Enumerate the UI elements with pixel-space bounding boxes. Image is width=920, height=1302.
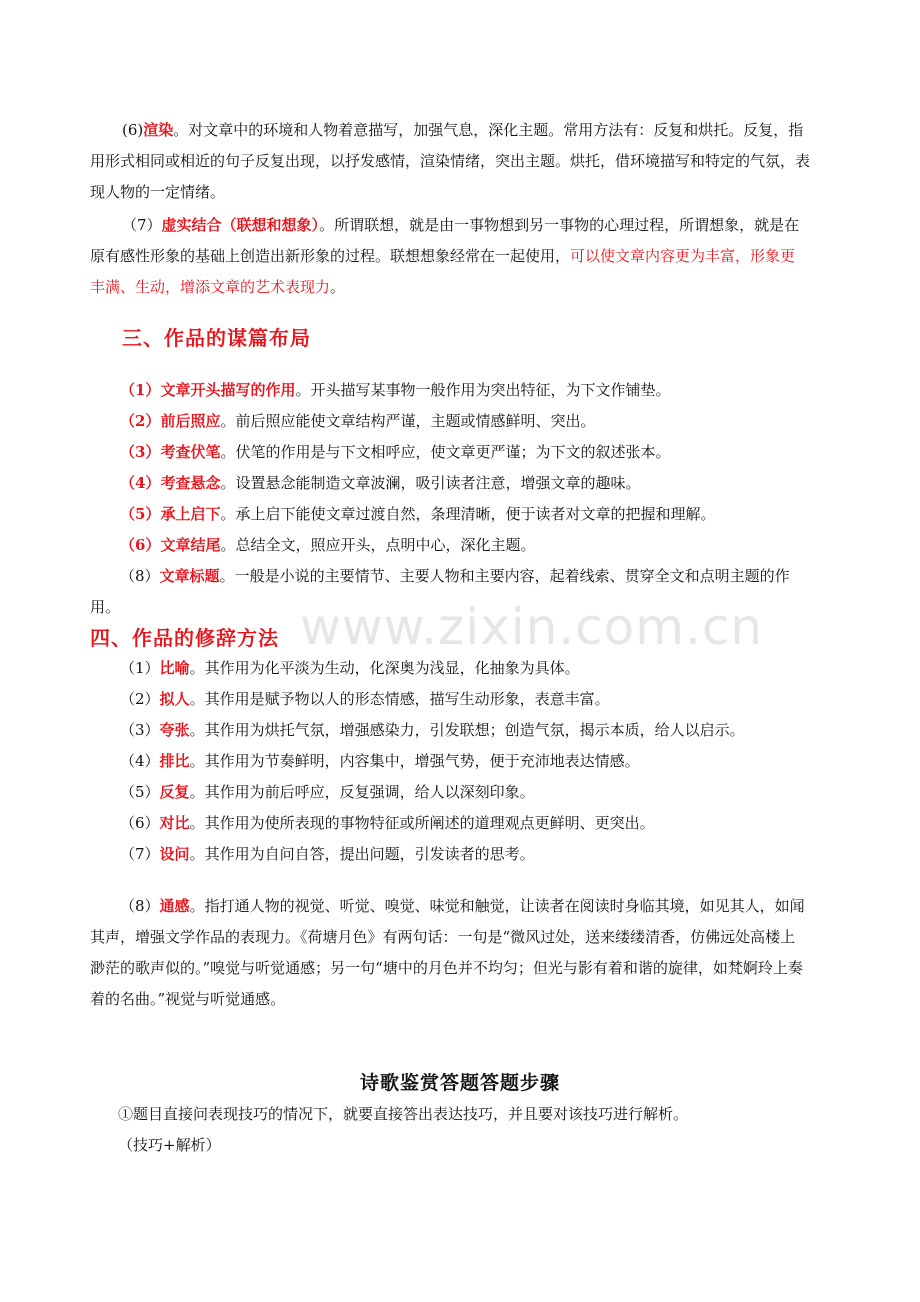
item-body: 。其作用为节奏鲜明，内容集中，增强气势，便于充沛地表达情感。 xyxy=(189,752,640,770)
item-number: （1） xyxy=(120,659,160,677)
list-item-title xyxy=(90,561,810,623)
list-item xyxy=(120,782,840,802)
list-item xyxy=(120,720,840,740)
list-item xyxy=(120,813,840,833)
list-item xyxy=(120,535,840,555)
item-number: （4） xyxy=(120,752,160,770)
poetry-step-1: ①题目直接问表现技巧的情况下，就要直接答出表达技巧，并且要对该技巧进行解析。 xyxy=(118,1105,689,1123)
item-term: 文章开头描写的作用 xyxy=(160,381,296,399)
item-number: （4） xyxy=(120,474,161,492)
item-number: （5） xyxy=(120,505,161,523)
item-number: （2） xyxy=(120,690,160,708)
item-body: 。其作用为烘托气氛，增强感染力，引发联想；创造气氛，揭示本质，给人以启示。 xyxy=(189,721,745,739)
item-term: 夸张 xyxy=(159,721,190,739)
item-body: 。伏笔的作用是与下文相呼应，使文章更严谨；为下文的叙述张本。 xyxy=(220,443,671,461)
item-end: 。 xyxy=(330,278,346,296)
item-term: 排比 xyxy=(159,752,190,770)
item-body: 。总结全文，照应开头，点明中心，深化主题。 xyxy=(220,536,536,554)
item-term: 文章结尾 xyxy=(160,536,221,554)
item-body: 。所谓联想，就是由一事物想到另一事物的心理过程，所谓想象，就是在原有感性形象的基础上创造出新形象的过程。联想想象经常在一起使用， xyxy=(90,216,800,265)
list-item xyxy=(120,411,840,431)
list-item xyxy=(120,658,840,678)
item-term: 文章标题 xyxy=(159,567,220,585)
item-body: 。对文章中的环境和人物着意描写，加强气息，深化主题。常用方法有：反复和烘托。反复，指用形式相同或相近的句子反复出现，以抒发感情，渲染情绪，突出主题。烘托，借环境描写和特定的气氛，表现人物的一定情绪。 xyxy=(90,121,811,201)
item-number: （2） xyxy=(120,412,161,430)
item-number: （3） xyxy=(120,443,161,461)
list-item xyxy=(120,380,840,400)
item-body: 。开头描写某事物一般作用为突出特征，为下文作铺垫。 xyxy=(295,381,671,399)
watermark: www.zixin.com.cn xyxy=(300,598,764,656)
term-real-virtual: 虚实结合（联想和想象） xyxy=(161,216,320,234)
item-number: （8） xyxy=(120,897,160,915)
list-item xyxy=(120,504,840,524)
paragraph-rendering xyxy=(90,115,810,208)
item-body: 。其作用是赋予物以人的形态情感，描写生动形象，表意丰富。 xyxy=(189,690,610,708)
list-item xyxy=(120,473,840,493)
list-item xyxy=(120,751,840,771)
item-number: （3） xyxy=(120,721,160,739)
item-term: 反复 xyxy=(159,783,190,801)
item-number: （5） xyxy=(120,783,160,801)
item-number: (6) xyxy=(122,121,144,139)
item-term: 设问 xyxy=(159,845,190,863)
item-number: （6） xyxy=(120,536,161,554)
section-heading-rhetoric: 四、作品的修辞方法 xyxy=(90,626,279,650)
item-body: 。其作用为使所表现的事物特征或所阐述的道理观点更鲜明、更突出。 xyxy=(189,814,655,832)
item-body: 。设置悬念能制造文章波澜，吸引读者注意，增强文章的趣味。 xyxy=(220,474,641,492)
item-body: 。前后照应能使文章结构严谨，主题或情感鲜明、突出。 xyxy=(220,412,596,430)
item-body: 。指打通人物的视觉、听觉、嗅觉、味觉和触觉，让读者在阅读时身临其境，如见其人，如闻其声，增强文学作品的表现力。《荷塘月色》有两句话：一句是“微风过处，送来缕缕清香，仿佛远处高楼上渺茫的歌声似的。”嗅觉与听觉通感；另一句“塘中的月色并不均匀；但光与影有着和谐的旋律，如梵婀玲上奏着的名曲。”视觉与听觉通感。 xyxy=(90,897,805,1008)
highlight-text: 可以使文章内容更为丰富，形象更丰满、生动，增添文章的艺术表现力 xyxy=(90,247,796,296)
poetry-section-title: 诗歌鉴赏答题答题步骤 xyxy=(359,1072,560,1094)
list-item-synesthesia xyxy=(90,891,810,1015)
item-number: （1） xyxy=(120,381,161,399)
item-term: 承上启下 xyxy=(160,505,221,523)
list-item xyxy=(120,689,840,709)
item-body: 。一般是小说的主要情节、主要人物和主要内容，起着线索、贯穿全文和点明主题的作用。 xyxy=(90,567,790,616)
item-number: （7） xyxy=(122,216,162,234)
item-term: 比喻 xyxy=(159,659,190,677)
list-item xyxy=(120,442,840,462)
item-term: 考查伏笔 xyxy=(160,443,221,461)
poetry-step-1-note: （技巧+解析） xyxy=(118,1136,221,1154)
item-number: （6） xyxy=(120,814,160,832)
item-term: 拟人 xyxy=(159,690,190,708)
item-term: 对比 xyxy=(159,814,190,832)
item-body: 。其作用为前后呼应，反复强调，给人以深刻印象。 xyxy=(189,783,535,801)
section-heading-structure: 三、作品的谋篇布局 xyxy=(122,326,311,350)
item-body: 。其作用为化平淡为生动，化深奥为浅显，化抽象为具体。 xyxy=(189,659,580,677)
paragraph-real-virtual xyxy=(90,210,810,303)
item-number: （7） xyxy=(120,845,160,863)
item-body: 。其作用为自问自答，提出问题，引发读者的思考。 xyxy=(189,845,535,863)
item-term: 考查悬念 xyxy=(160,474,221,492)
list-item xyxy=(120,844,840,864)
item-number: （8） xyxy=(120,567,160,585)
term-rendering: 渲染 xyxy=(143,121,174,139)
item-body: 。承上启下能使文章过渡自然，条理清晰，便于读者对文章的把握和理解。 xyxy=(220,505,716,523)
item-term: 前后照应 xyxy=(160,412,221,430)
item-term: 通感 xyxy=(159,897,190,915)
